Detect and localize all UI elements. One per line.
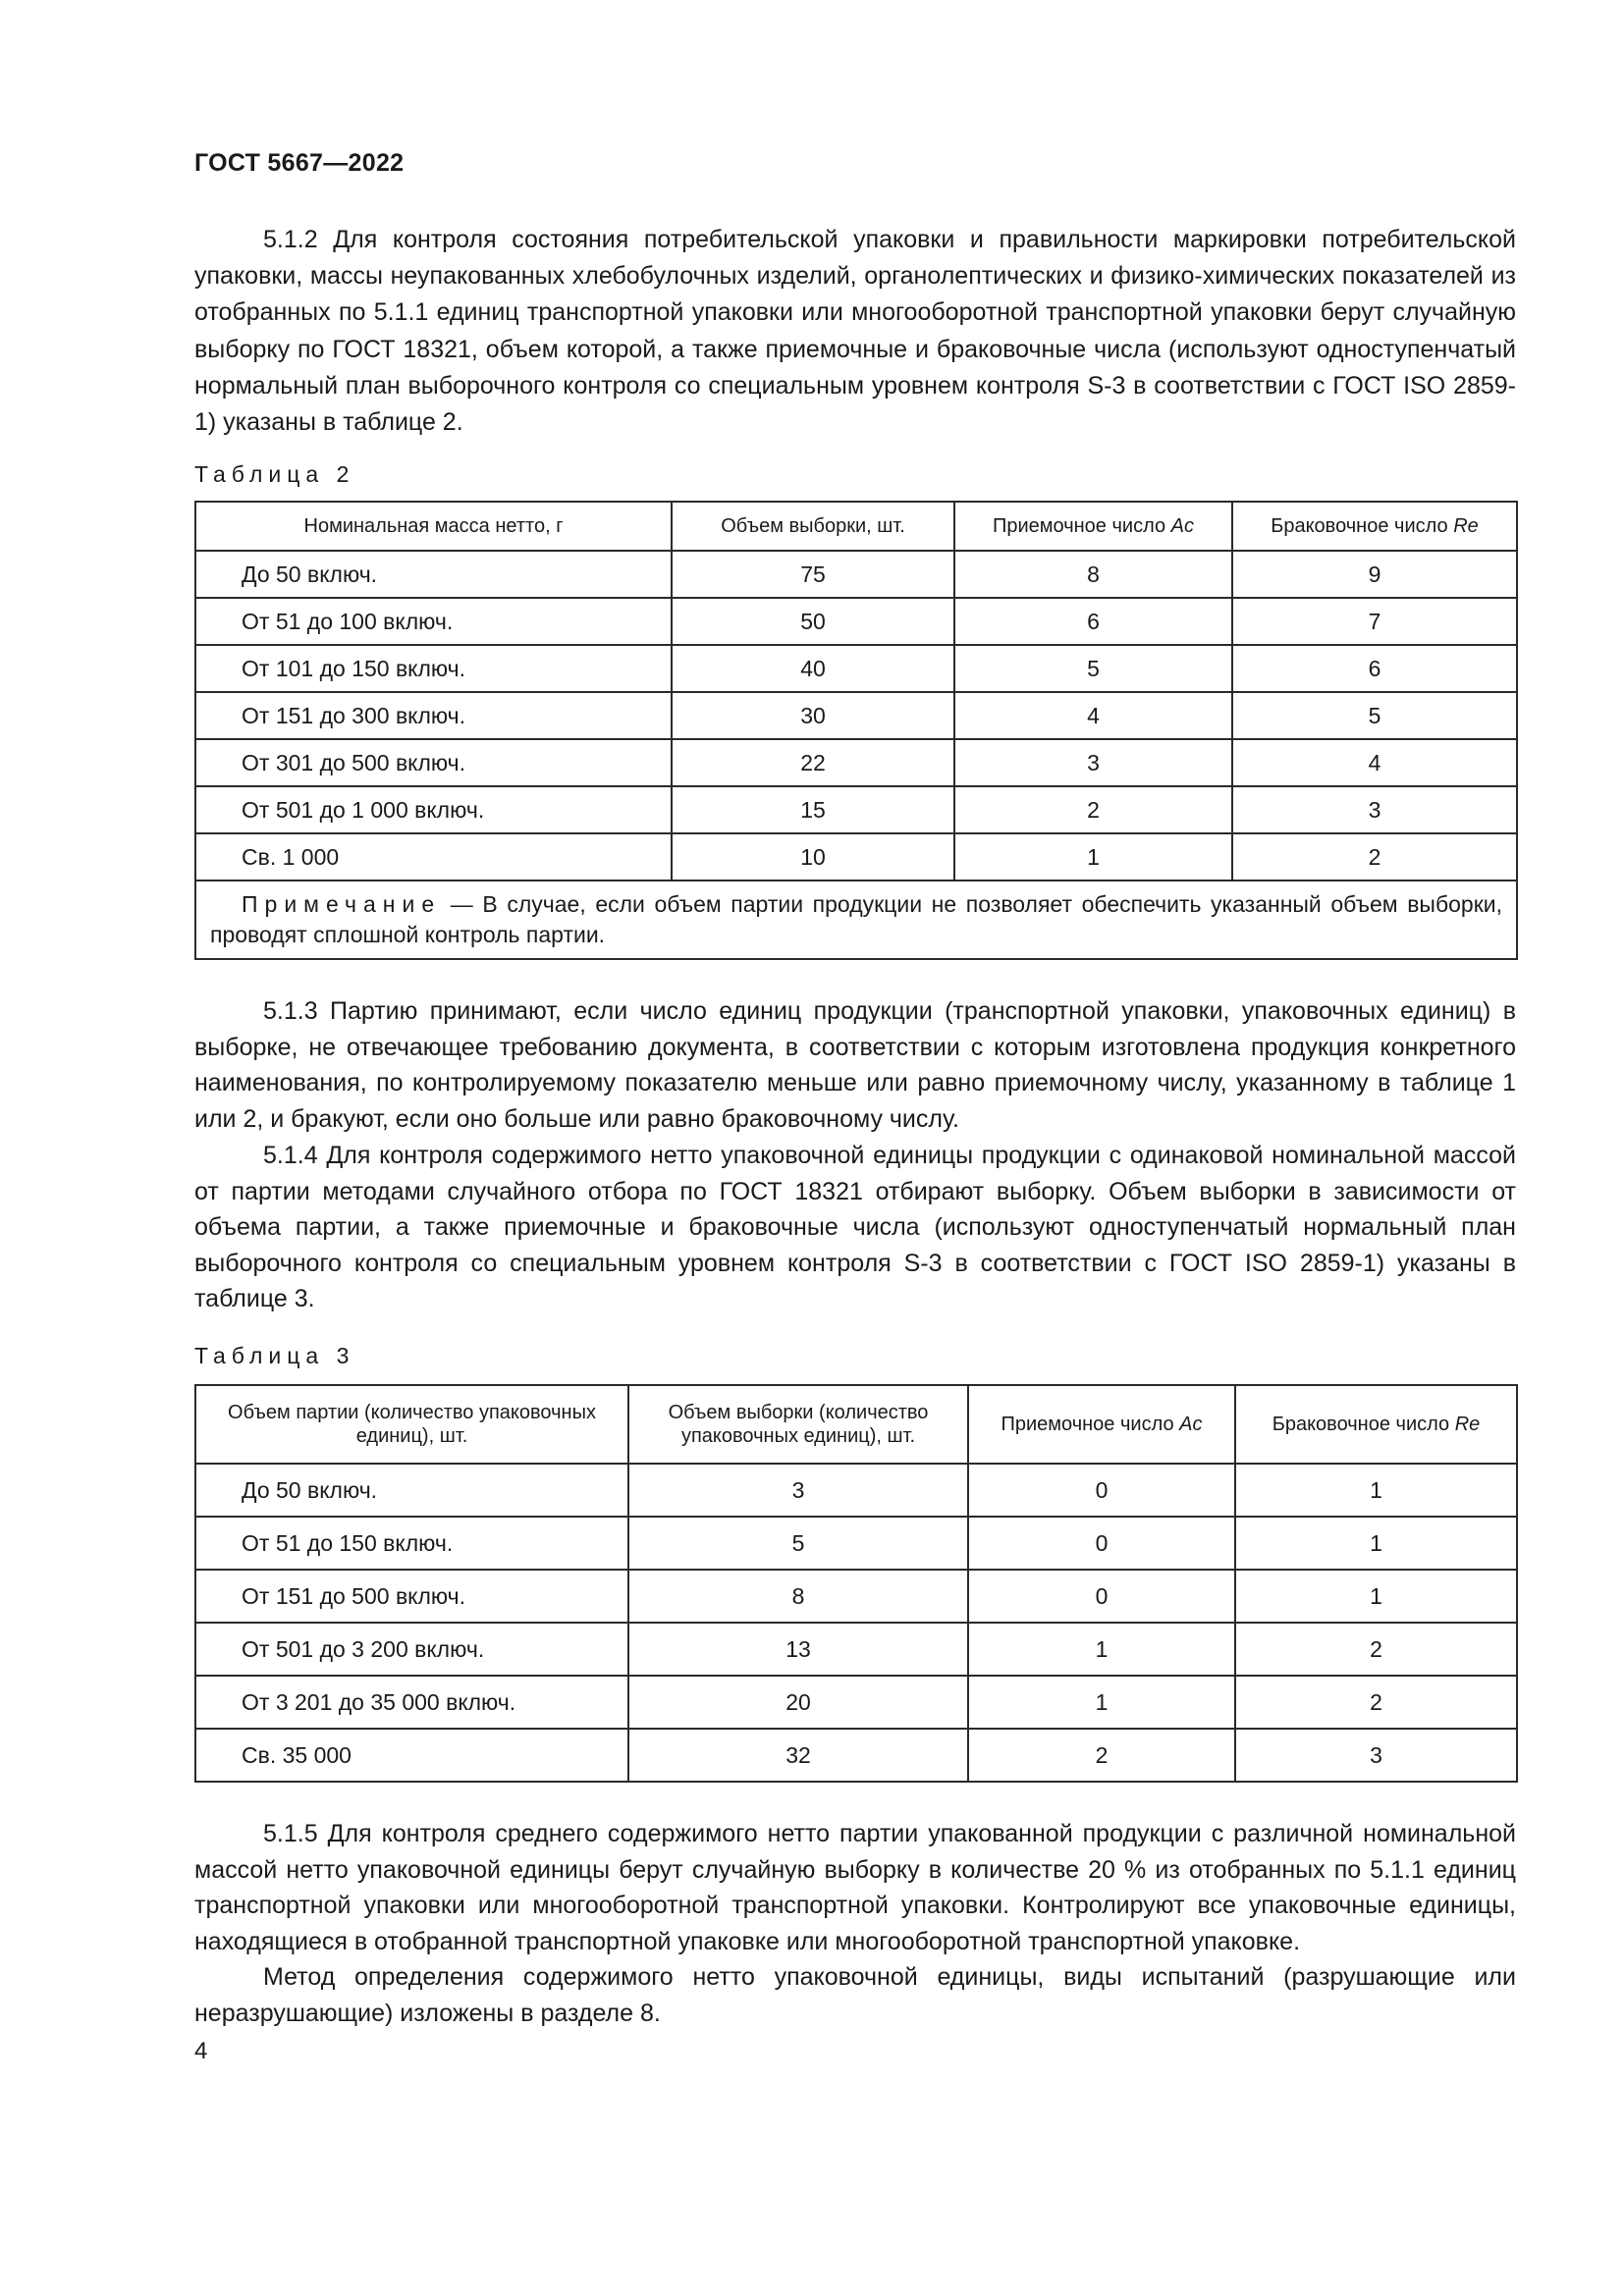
table-2 <box>194 501 1518 960</box>
table-cell: 1 <box>968 1623 1235 1676</box>
table-cell: 50 <box>672 598 954 645</box>
table-cell: 0 <box>968 1517 1235 1570</box>
table-row <box>195 786 1517 833</box>
table-cell: 3 <box>954 739 1232 786</box>
table-row <box>195 1676 1517 1729</box>
table-cell: 10 <box>672 833 954 881</box>
column-header: Объем партии (количество упаковочных единиц), шт. <box>195 1385 628 1464</box>
table-cell: 1 <box>1235 1517 1517 1570</box>
table-cell: 0 <box>968 1464 1235 1517</box>
table-cell: До 50 включ. <box>195 551 672 598</box>
table-cell: От 51 до 100 включ. <box>195 598 672 645</box>
table-cell: 5 <box>1232 692 1517 739</box>
table-cell: 1 <box>968 1676 1235 1729</box>
column-header: Объем выборки, шт. <box>672 502 954 551</box>
table-cell: 13 <box>628 1623 968 1676</box>
column-header: Номинальная масса нетто, г <box>195 502 672 551</box>
table-cell: 30 <box>672 692 954 739</box>
table-cell: 7 <box>1232 598 1517 645</box>
column-header: Приемочное число Ac <box>968 1385 1235 1464</box>
table-cell: 8 <box>954 551 1232 598</box>
table-row <box>195 1517 1517 1570</box>
paragraph-5-1-4: 5.1.4 Для контроля содержимого нетто упаковочной единицы продукции с одинаковой номинальной массой от партии методами случайного отбора по ГОСТ 18321 отбирают выборку. Объем выборки в зависимости от объема партии, а также приемочные и браковочные числа (используют одноступенчатый нормальный план выборочного контроля со специальным уровнем контроля S-3 в соответствии с ГОСТ ISO 2859-1) указаны в таблице 3. <box>194 1142 1516 1313</box>
paragraph-method: Метод определения содержимого нетто упаковочной единицы, виды испытаний (разрушающие или неразрушающие) изложены в разделе 8. <box>194 1963 1516 2027</box>
table-cell: 40 <box>672 645 954 692</box>
table-cell: 2 <box>1235 1623 1517 1676</box>
table-cell: 5 <box>628 1517 968 1570</box>
table-cell: От 501 до 3 200 включ. <box>195 1623 628 1676</box>
note-text: — В случае, если объем партии продукции не позволяет обеспечить указанный объем выборки, проводят сплошной контроль партии. <box>210 891 1502 947</box>
table-cell: 32 <box>628 1729 968 1782</box>
table-cell: От 3 201 до 35 000 включ. <box>195 1676 628 1729</box>
table-cell: 15 <box>672 786 954 833</box>
table-cell: 1 <box>1235 1464 1517 1517</box>
column-header: Объем выборки (количество упаковочных единиц), шт. <box>628 1385 968 1464</box>
table-cell: От 501 до 1 000 включ. <box>195 786 672 833</box>
table-cell: 2 <box>1232 833 1517 881</box>
paragraph-5-1-3: 5.1.3 Партию принимают, если число единиц продукции (транспортной упаковки, упаковочных единиц) в выборке, не отвечающее требованию документа, в соответствии с которым изготовлена продукция конкретного наименования, по контролируемому показателю меньше или равно приемочному числу, указанному в таблице 1 или 2, и бракуют, если оно больше или равно браковочному числу. <box>194 997 1516 1133</box>
table-cell: 8 <box>628 1570 968 1623</box>
table-row <box>195 551 1517 598</box>
table-note-row <box>195 881 1517 959</box>
table-cell: Св. 1 000 <box>195 833 672 881</box>
paragraph-5-1-2: 5.1.2 Для контроля состояния потребительской упаковки и правильности маркировки потребительской упаковки, массы неупакованных хлебобулочных изделий, органолептических и физико-химических показателей из отобранных по 5.1.1 единиц транспортной упаковки или многооборотной транспортной упаковки берут случайную выборку по ГОСТ 18321, объем которой, а также приемочные и браковочные числа (используют одноступенчатый нормальный план выборочного контроля со специальным уровнем контроля S-3 в соответствии с ГОСТ ISO 2859-1) указаны в таблице 2. <box>194 226 1516 437</box>
table-row <box>195 1623 1517 1676</box>
table-cell: От 101 до 150 включ. <box>195 645 672 692</box>
table-row <box>195 1464 1517 1517</box>
table-header-row <box>195 1385 1517 1464</box>
table-cell: 3 <box>1235 1729 1517 1782</box>
table-cell: 4 <box>954 692 1232 739</box>
table-cell: 6 <box>954 598 1232 645</box>
document-header: ГОСТ 5667—2022 <box>194 149 405 177</box>
paragraph-5-1-5: 5.1.5 Для контроля среднего содержимого нетто партии упакованной продукции с различной номинальной массой нетто упаковочной единицы берут случайную выборку в количестве 20 % из отобранных по 5.1.1 единиц транспортной упаковки или многооборотной транспортной упаковки. Контролируют все упаковочные единицы, находящиеся в отобранной транспортной упаковке или многооборотной транспортной упаковке. <box>194 1820 1516 1955</box>
table-cell: 2 <box>968 1729 1235 1782</box>
table-cell: 2 <box>1235 1676 1517 1729</box>
table-cell: 3 <box>1232 786 1517 833</box>
table-cell: Св. 35 000 <box>195 1729 628 1782</box>
table-row <box>195 692 1517 739</box>
table-cell: 1 <box>1235 1570 1517 1623</box>
table-cell: 5 <box>954 645 1232 692</box>
table-row <box>195 598 1517 645</box>
table-header-row <box>195 502 1517 551</box>
table-cell: От 151 до 300 включ. <box>195 692 672 739</box>
column-header: Браковочное число Re <box>1232 502 1517 551</box>
table-cell: 6 <box>1232 645 1517 692</box>
table-cell: От 51 до 150 включ. <box>195 1517 628 1570</box>
table-note <box>195 881 1517 959</box>
table-cell: 3 <box>628 1464 968 1517</box>
table-3-caption: Таблица 3 <box>194 1343 355 1368</box>
page-number: 4 <box>194 2038 208 2064</box>
table-row <box>195 1570 1517 1623</box>
table-cell: 75 <box>672 551 954 598</box>
column-header: Приемочное число Ac <box>954 502 1232 551</box>
table-cell: 9 <box>1232 551 1517 598</box>
table-row <box>195 1729 1517 1782</box>
note-label: Примечание <box>242 891 442 917</box>
table-cell: До 50 включ. <box>195 1464 628 1517</box>
table-cell: 2 <box>954 786 1232 833</box>
table-cell: 4 <box>1232 739 1517 786</box>
table-cell: От 301 до 500 включ. <box>195 739 672 786</box>
table-3 <box>194 1384 1518 1783</box>
table-cell: От 151 до 500 включ. <box>195 1570 628 1623</box>
table-row <box>195 833 1517 881</box>
table-cell: 20 <box>628 1676 968 1729</box>
table-cell: 0 <box>968 1570 1235 1623</box>
table-cell: 1 <box>954 833 1232 881</box>
table-row <box>195 645 1517 692</box>
column-header: Браковочное число Re <box>1235 1385 1517 1464</box>
table-cell: 22 <box>672 739 954 786</box>
table-row <box>195 739 1517 786</box>
table-2-caption: Таблица 2 <box>194 461 355 487</box>
